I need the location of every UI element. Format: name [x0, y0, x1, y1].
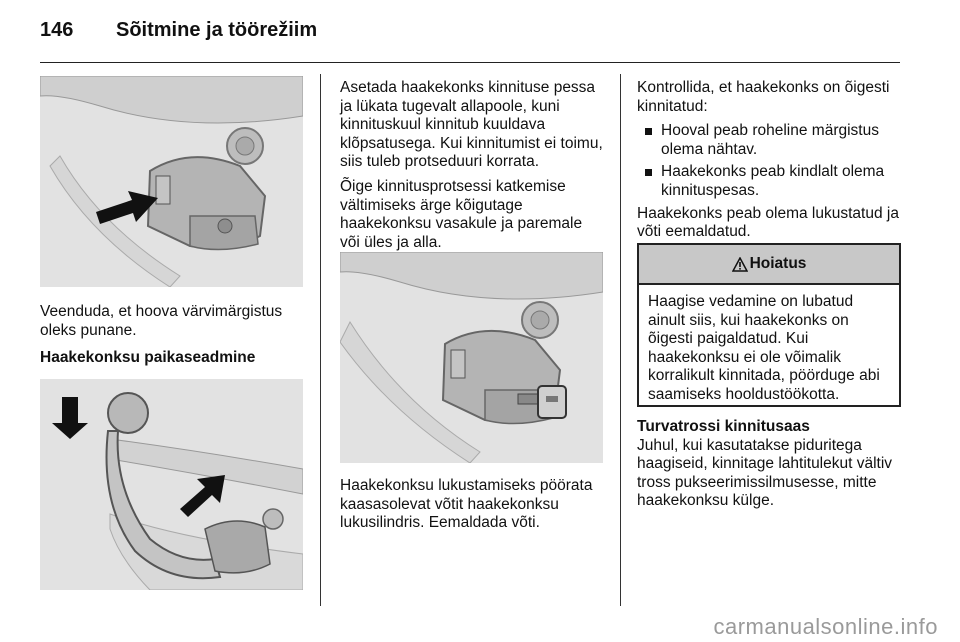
subheading-safety-cable: Turvatrossi kinnitusaas [637, 418, 810, 435]
right-column-top [637, 79, 903, 248]
page-number: 146 [40, 19, 74, 41]
paragraph-safety-cable: Juhul, kui kasutatakse piduritega haagiseid, kinnitage lahtitulekut vältiv tross pukseerimissilmusesse, mitte haakekonksu külge. [637, 436, 893, 510]
check-list [637, 122, 903, 200]
warning-triangle-icon [732, 257, 748, 272]
middle-column-text [340, 79, 606, 258]
warning-text: Haagise vedamine on lubatud ainult siis, kui haakekonks on õigesti paigaldatud. Kui haakekonksu ei ole võimalik korralikult kinnitada, pöörduge abi saamiseks hooldustöökotta. [648, 293, 880, 403]
list-item: Hooval peab roheline märgistus olema nähtav. [637, 122, 903, 159]
page-header [40, 16, 900, 46]
figure-lock-with-key [340, 252, 603, 463]
caption-1: Veenduda, et hoova värvimärgistus oleks punane. [40, 303, 283, 339]
column-divider-right [620, 74, 621, 606]
header-rule [40, 62, 900, 63]
warning-header [639, 245, 899, 285]
paragraph-insert-hook: Asetada haakekonks kinnituse pessa ja lükata tugevalt allapoole, kuni kinnituskuul kinnitub kuuldava klõpsatusega. Kui kinnitumist ei toimu, siis tuleb protseduuri korrata. [340, 79, 603, 171]
warning-title: Hoiatus [749, 255, 807, 272]
paragraph-no-swing: Õige kinnitusprotsessi katkemise vältimiseks ärge kõigutage haakekonksu vasakule ja paremale või üles ja alla. [340, 177, 583, 251]
caption-lever-marking [40, 303, 312, 346]
illustration-tow-hook-insert [40, 379, 303, 590]
right-column-bottom [637, 418, 905, 517]
subheading-fitting: Haakekonksu paikaseadmine [40, 349, 256, 366]
page-title: Sõitmine ja töörežiim [116, 19, 318, 41]
illustration-lever-marking [40, 76, 303, 287]
watermark: carmanualsonline.info [713, 614, 938, 639]
caption-2: Haakekonksu lukustamiseks pöörata kaasasolevat võtit haakekonksu lukusilindris. Eemaldada võti. [340, 477, 593, 532]
paragraph-locked: Haakekonks peab olema lukustatud ja võti eemaldatud. [637, 204, 899, 241]
section-heading-fitting [40, 349, 312, 368]
column-divider-left [320, 74, 321, 606]
figure-tow-hook-insert [40, 379, 303, 590]
figure-lever-marking [40, 76, 303, 287]
bullet-square-icon [645, 169, 652, 176]
list-item: Haakekonks peab kindlalt olema kinnituspesas. [637, 163, 903, 200]
bullet-square-icon [645, 128, 652, 135]
illustration-lock-with-key [340, 252, 603, 463]
check-intro: Kontrollida, et haakekonks on õigesti kinnitatud: [637, 79, 890, 115]
caption-lock-with-key [340, 477, 606, 539]
warning-box [637, 243, 901, 407]
